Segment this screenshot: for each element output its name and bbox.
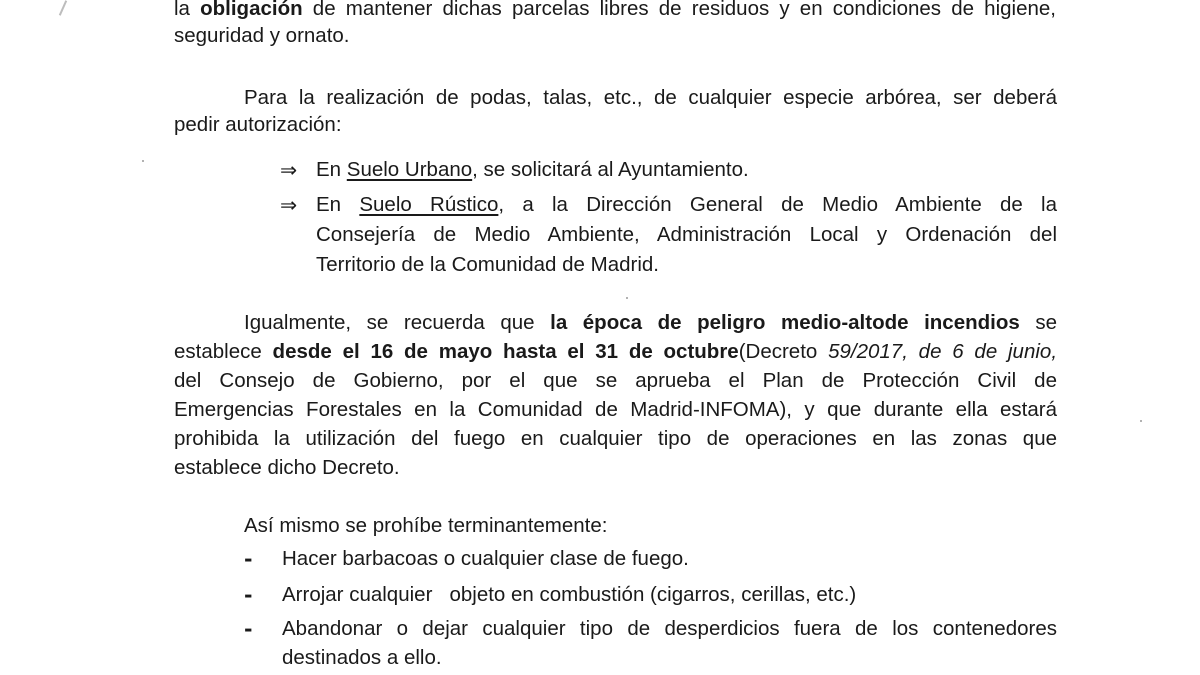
list1-item2-line3: Territorio de la Comunidad de Madrid. [316,253,659,276]
p4-item2: Arrojar cualquier objeto en combustión (cigarros, cerillas, etc.) [282,583,857,606]
scan-artifact [59,0,67,15]
list1-item2-line1 [316,192,1057,218]
list1-item2-underlined: Suelo Rústico [359,193,499,216]
scan-speck [1140,420,1142,422]
bullet-icon: - [244,617,253,641]
p1-line1 [174,0,1056,22]
p3-line5: prohibida la utilización del fuego en cualquier tipo de operaciones en las zonas que [174,427,1057,450]
p2-line1: Para la realización de podas, talas, etc., de cualquier especie arbórea, ser deberá [244,86,1057,109]
arrow-icon: ⇒ [280,158,298,182]
p3-line1-pre: Igualmente, se recuerda que [244,311,551,334]
p3-line1-post: se [1019,311,1057,334]
p3-line1 [244,310,1057,336]
list1-item2-post: , a la Dirección General de Medio Ambiente de la [498,193,1057,216]
p3-line2-italic: 59/2017, de 6 de junio, [828,340,1058,363]
list1-item1-post: , se solicitará al Ayuntamiento. [472,158,749,181]
p1-line1-text: la [174,0,201,20]
list1-item1-underlined: Suelo Urbano [346,158,473,181]
p3-line2-pre: establece [174,340,273,363]
list1-item1 [316,157,749,183]
p1-line1-bold: obligación [200,0,303,20]
p1-line1-text-end: de mantener dichas parcelas libres de residuos y en condiciones de higiene, [302,0,1056,20]
p4-intro: Así mismo se prohíbe terminantemente: [244,514,608,537]
p2-line2: pedir autorización: [174,113,342,136]
scan-speck [626,297,628,299]
p4-item3-line1: Abandonar o dejar cualquier tipo de desperdicios fuera de los contenedores [282,617,1057,640]
p3-line4: Emergencias Forestales en la Comunidad de Madrid-INFOMA), y que durante ella estará [174,398,1057,421]
scan-speck [142,160,144,162]
p3-line2-bold: desde el 16 de mayo hasta el 31 de octubre [272,340,739,363]
p4-item3-line2: destinados a ello. [282,646,442,669]
p3-line2-mid: (Decreto [738,340,829,363]
p3-line6: establece dicho Decreto. [174,456,400,479]
list1-item2-line2: Consejería de Medio Ambiente, Administración Local y Ordenación del [316,223,1057,246]
list1-item1-pre: En [316,158,347,181]
bullet-icon: - [244,547,253,571]
p3-line2 [174,339,1057,365]
p1-line2: seguridad y ornato. [174,24,350,47]
p4-item1: Hacer barbacoas o cualquier clase de fuego. [282,547,689,570]
arrow-icon: ⇒ [280,193,298,217]
p3-line3: del Consejo de Gobierno, por el que se aprueba el Plan de Protección Civil de [174,369,1057,392]
bullet-icon: - [244,583,253,607]
list1-item2-pre: En [316,193,360,216]
p3-line1-bold: la época de peligro medio-altode incendios [550,311,1020,334]
